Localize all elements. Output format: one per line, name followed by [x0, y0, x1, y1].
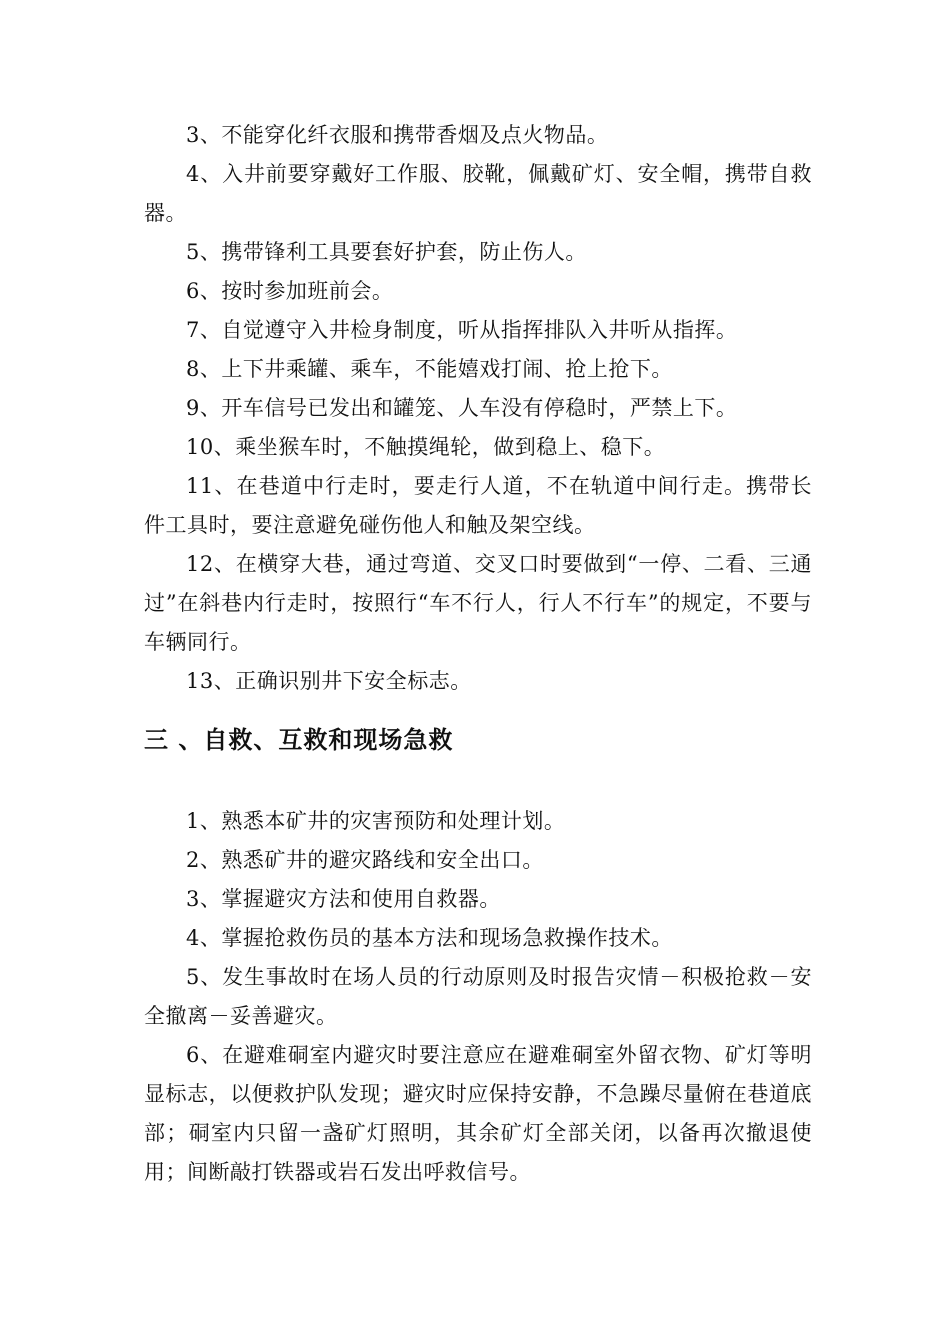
list-item: 1、熟悉本矿井的灾害预防和处理计划。	[186, 809, 566, 833]
list-item: 10、乘坐猴车时，不触摸绳轮，做到稳上、稳下。	[186, 435, 666, 459]
list-item: 11、在巷道中行走时，要走行人道，不在轨道中间行走。携带长件工具时，要注意避免碰伤他人和触及架空线。	[144, 474, 812, 537]
section-heading: 三 、自救、互救和现场急救	[144, 725, 454, 754]
list-item: 3、不能穿化纤衣服和携带香烟及点火物品。	[186, 123, 609, 147]
list-item: 8、上下井乘罐、乘车，不能嬉戏打闹、抢上抢下。	[186, 357, 673, 381]
list-item: 9、开车信号已发出和罐笼、人车没有停稳时，严禁上下。	[186, 396, 738, 420]
list-item: 6、在避难硐室内避灾时要注意应在避难硐室外留衣物、矿灯等明显标志，以便救护队发现；避灾时应保持安静，不急躁尽量俯在巷道底部；硐室内只留一盏矿灯照明，其余矿灯全部关闭，以备再次撤退使用；间断敲打铁器或岩石发出呼救信号。	[144, 1043, 812, 1184]
list-item: 5、携带锋利工具要套好护套，防止伤人。	[186, 240, 587, 264]
list-item: 2、熟悉矿井的避灾路线和安全出口。	[186, 848, 544, 872]
list-item: 3、掌握避灾方法和使用自救器。	[186, 887, 501, 911]
list-item: 4、掌握抢救伤员的基本方法和现场急救操作技术。	[186, 926, 673, 950]
list-item: 13、正确识别井下安全标志。	[186, 669, 472, 693]
list-item: 5、发生事故时在场人员的行动原则及时报告灾情－积极抢救－安全撤离－妥善避灾。	[144, 965, 812, 1028]
list-item: 12、在横穿大巷，通过弯道、交叉口时要做到“一停、二看、三通过”在斜巷内行走时，按照行“车不行人，行人不行车”的规定，不要与车辆同行。	[144, 552, 812, 654]
list-item: 4、入井前要穿戴好工作服、胶靴，佩戴矿灯、安全帽，携带自救器。	[144, 162, 812, 225]
page-content	[144, 116, 812, 1192]
list-item: 7、自觉遵守入井检身制度，听从指挥排队入井听从指挥。	[186, 318, 738, 342]
list-item: 6、按时参加班前会。	[186, 279, 394, 303]
